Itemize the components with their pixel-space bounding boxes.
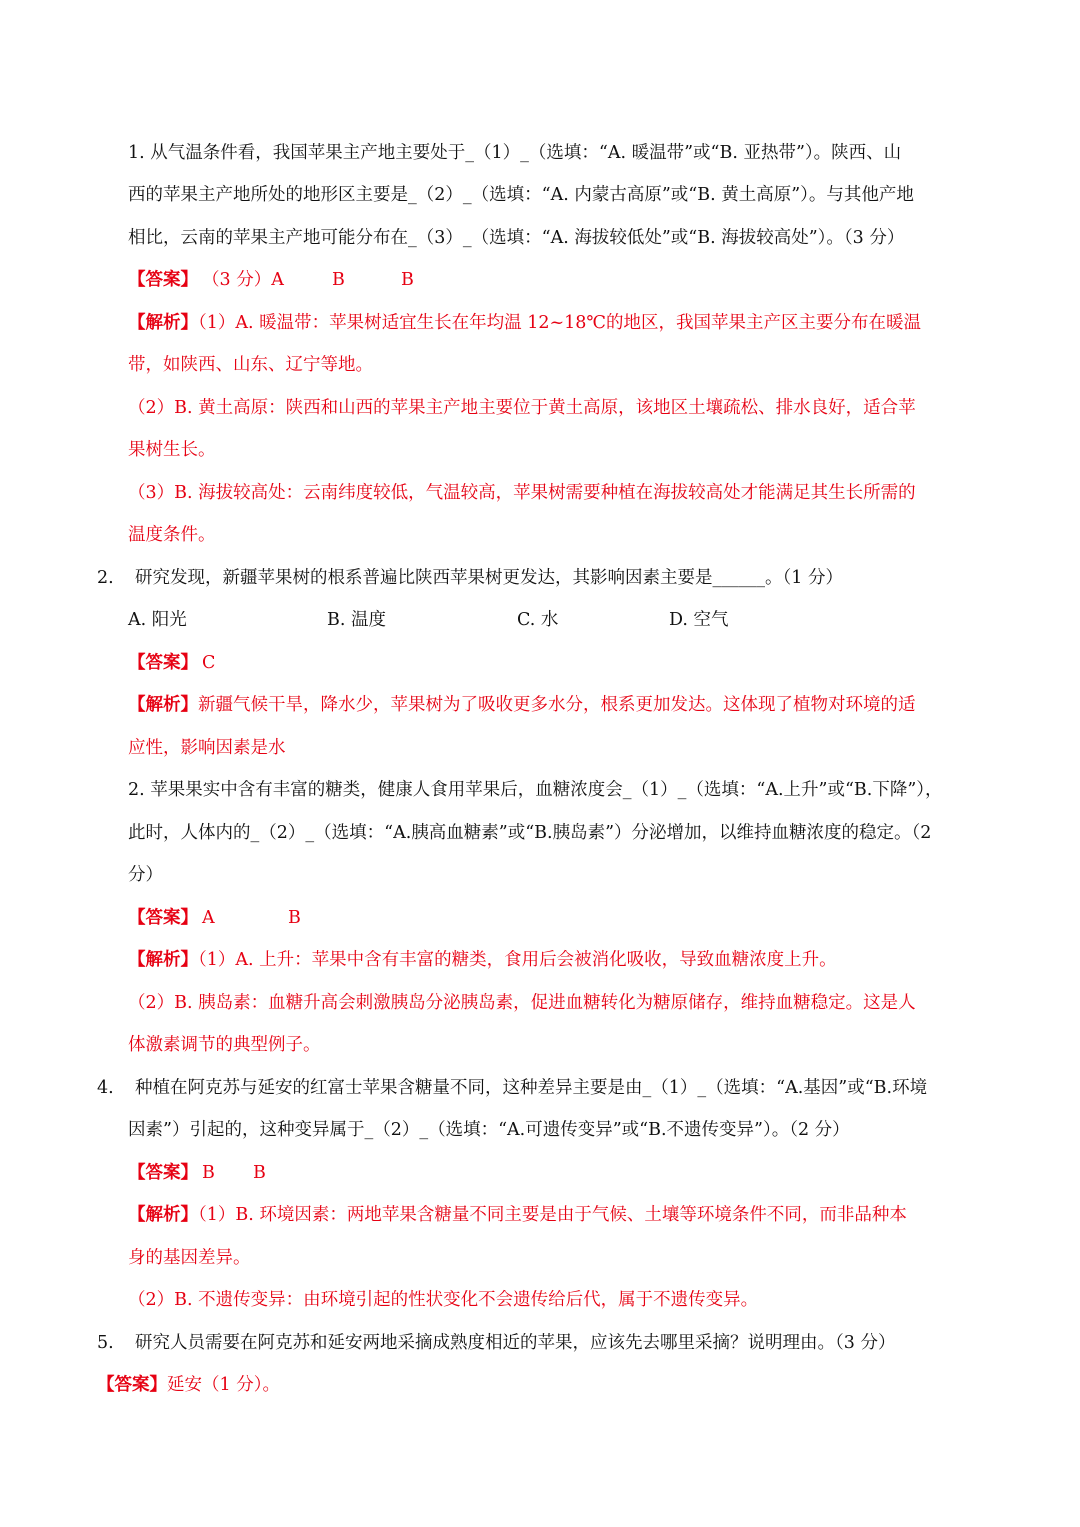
q3-answer-value-1: A — [202, 908, 215, 928]
q3-analysis-line-2: （2）B. 胰岛素：血糖升高会刺激胰岛分泌胰岛素，促进血糖转化为糖原储存，维持血糖稳定。这是人 — [128, 993, 916, 1013]
q1-answer-value-2: B — [332, 270, 345, 290]
q4-analysis-line-1 — [128, 1203, 907, 1227]
q2-option-a: A. 阳光 — [128, 610, 187, 630]
q1-analysis-text-1: （1）A. 暖温带：苹果树适宜生长在年均温 12~18℃的地区，我国苹果主产区主要分布在暖温 — [198, 313, 921, 333]
q3-analysis-line-3: 体激素调节的典型例子。 — [128, 1035, 321, 1055]
q1-analysis-line-5: （3）B. 海拔较高处：云南纬度较低，气温较高，苹果树需要种植在海拔较高处才能满足其生长所需的 — [128, 483, 916, 503]
q3-answer-bracket: 【答案】 — [128, 908, 198, 928]
q5-number: 5. — [97, 1333, 114, 1353]
q2-analysis-line-2: 应性，影响因素是水 — [128, 738, 286, 758]
q1-answer-bracket: 【答案】 — [128, 270, 198, 290]
q1-analysis-line-1 — [128, 311, 921, 335]
q5-question-text: 研究人员需要在阿克苏和延安两地采摘成熟度相近的苹果，应该先去哪里采摘？说明理由。（3 分） — [135, 1333, 896, 1353]
q1-analysis-line-4: 果树生长。 — [128, 440, 216, 460]
q3-question-line-1: 2. 苹果果实中含有丰富的糖类，健康人食用苹果后，血糖浓度会_（1）_（选填：“A.上升”或“B.下降”）， — [128, 780, 943, 800]
q4-analysis-line-3: （2）B. 不遗传变异：由环境引起的性状变化不会遗传给后代，属于不遗传变异。 — [128, 1290, 759, 1310]
q1-question-line-3: 相比，云南的苹果主产地可能分布在_（3）_（选填：“A. 海拔较低处”或“B. 海拔较高处”）。（3 分） — [128, 228, 905, 248]
q5-answer — [97, 1373, 280, 1397]
q2-option-c: C. 水 — [517, 610, 559, 630]
q2-answer-bracket: 【答案】 — [128, 653, 198, 673]
q4-analysis-line-2: 身的基因差异。 — [128, 1248, 251, 1268]
q3-analysis-line-1 — [128, 948, 837, 972]
q4-answer-value-1: B — [202, 1163, 215, 1183]
q1-answer-value-3: B — [401, 270, 414, 290]
q1-analysis-line-3: （2）B. 黄土高原：陕西和山西的苹果主产地主要位于黄土高原，该地区土壤疏松、排水良好，适合苹 — [128, 398, 916, 418]
q3-analysis-text-1: （1）A. 上升：苹果中含有丰富的糖类，食用后会被消化吸收，导致血糖浓度上升。 — [198, 950, 837, 970]
q3-question-line-3: 分） — [128, 865, 163, 885]
q2-analysis-text-1: 新疆气候干旱，降水少，苹果树为了吸收更多水分，根系更加发达。这体现了植物对环境的适 — [198, 695, 916, 715]
q2-question-text: 研究发现，新疆苹果树的根系普遍比陕西苹果树更发达，其影响因素主要是______。（1 分） — [135, 568, 843, 588]
q3-analysis-bracket: 【解析】 — [128, 950, 198, 970]
q4-answer-bracket: 【答案】 — [128, 1163, 198, 1183]
q2-analysis-line-1 — [128, 693, 916, 717]
q1-question-line-1: 1. 从气温条件看，我国苹果主产地主要处于_（1）_（选填：“A. 暖温带”或“B. 亚热带”）。陕西、山 — [128, 143, 902, 163]
q1-analysis-bracket: 【解析】 — [128, 313, 198, 333]
q1-analysis-line-2: 带，如陕西、山东、辽宁等地。 — [128, 355, 373, 375]
q3-question-line-2: 此时，人体内的_（2）_（选填：“A.胰高血糖素”或“B.胰岛素”）分泌增加，以维持血糖浓度的稳定。（2 — [128, 823, 932, 843]
q2-answer-value: C — [202, 653, 216, 673]
q4-question-line-2: 因素”）引起的，这种变异属于_（2）_（选填：“A.可遗传变异”或“B.不遗传变异”）。（2 分） — [128, 1120, 850, 1140]
q4-number: 4. — [97, 1078, 114, 1098]
q4-analysis-text-1: （1）B. 环境因素：两地苹果含糖量不同主要是由于气候、土壤等环境条件不同，而非品种本 — [198, 1205, 907, 1225]
q2-option-b: B. 温度 — [327, 610, 386, 630]
q4-analysis-bracket: 【解析】 — [128, 1205, 198, 1225]
q1-question-line-2: 西的苹果主产地所处的地形区主要是_（2）_（选填：“A. 内蒙古高原”或“B. 黄土高原”）。与其他产地 — [128, 185, 914, 205]
q1-analysis-line-6: 温度条件。 — [128, 525, 216, 545]
q3-answer-value-2: B — [288, 908, 301, 928]
q4-answer-value-2: B — [253, 1163, 266, 1183]
q4-question-line-1: 种植在阿克苏与延安的红富士苹果含糖量不同，这种差异主要是由_（1）_（选填：“A.基因”或“B.环境 — [135, 1078, 928, 1098]
q1-answer-value-1: （3 分）A — [202, 270, 284, 290]
q2-analysis-bracket: 【解析】 — [128, 695, 198, 715]
q5-answer-value: 延安（1 分）。 — [167, 1375, 280, 1395]
q2-number: 2. — [97, 568, 114, 588]
q5-answer-bracket: 【答案】 — [97, 1375, 167, 1395]
q2-option-d: D. 空气 — [669, 610, 729, 630]
